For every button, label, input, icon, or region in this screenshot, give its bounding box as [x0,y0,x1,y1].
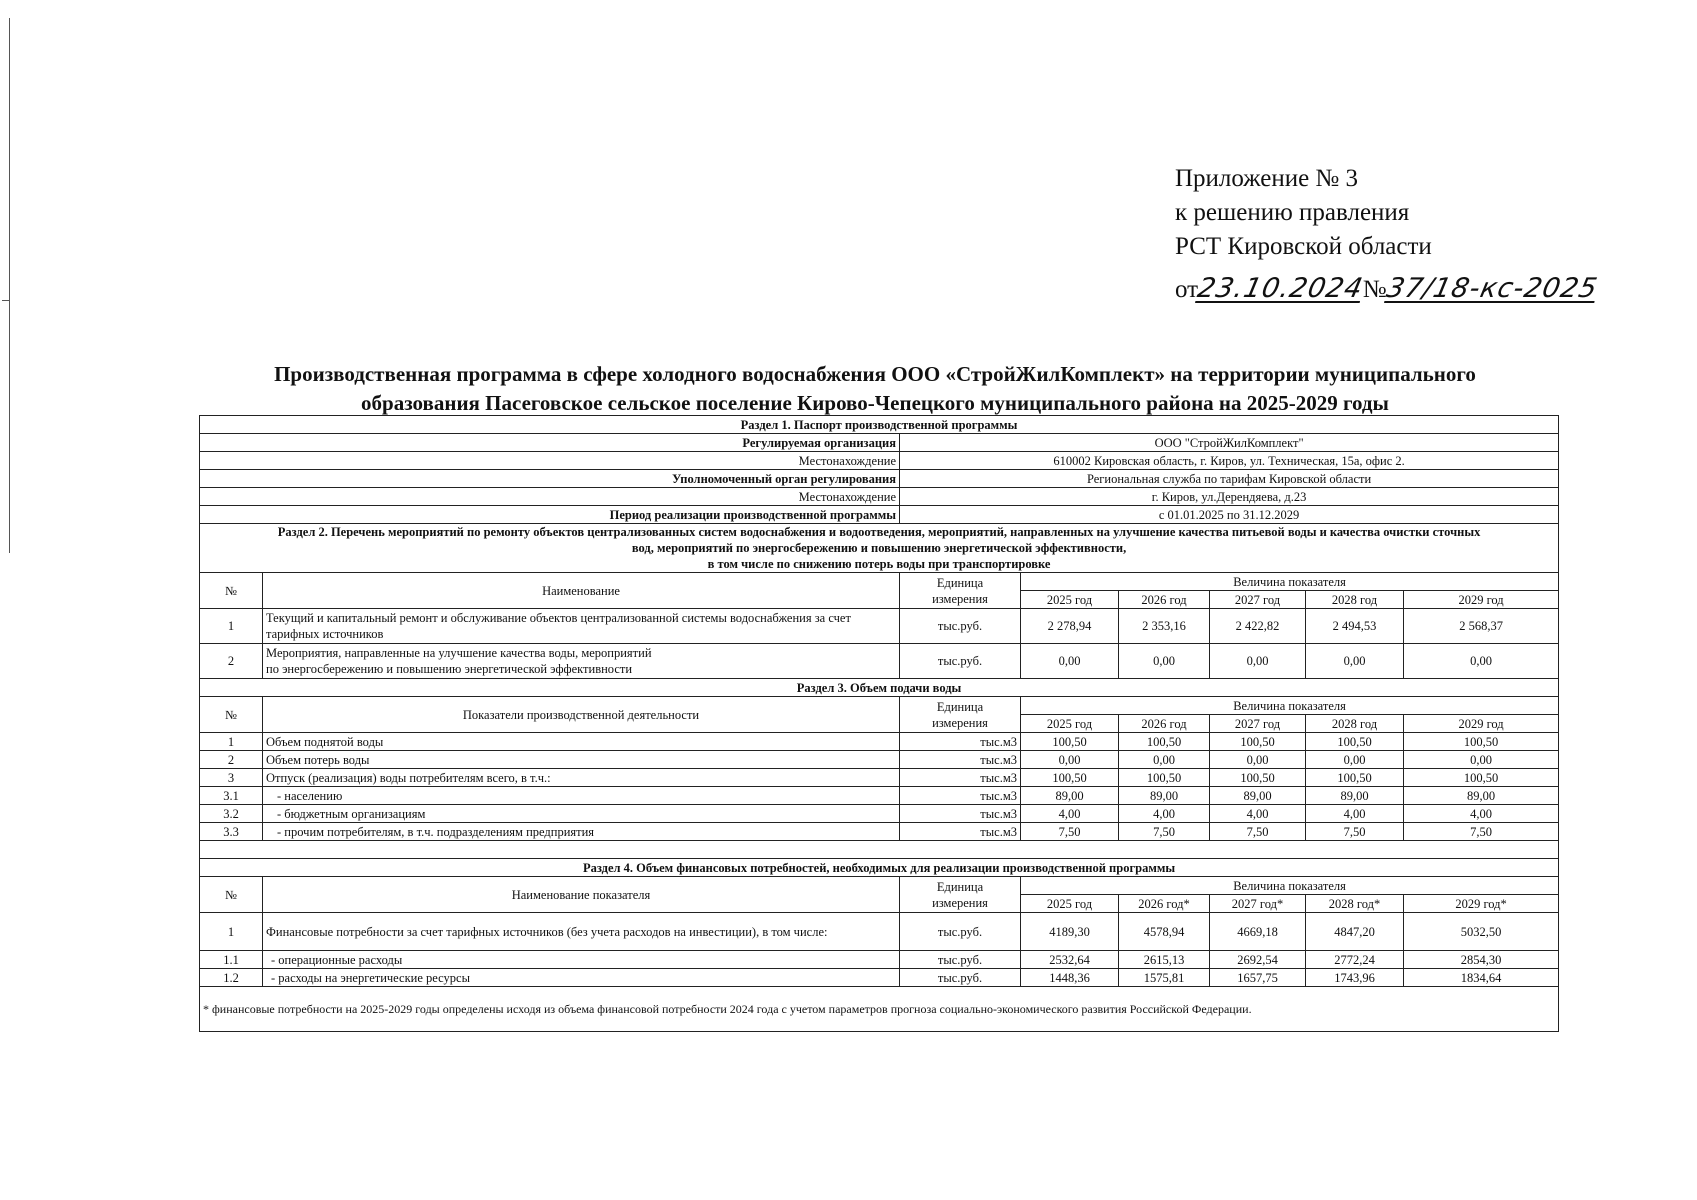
row-value: 4,00 [1119,805,1210,823]
col-unit-line-1: Единица [936,575,984,590]
supply-row [200,787,1559,805]
row-value: 89,00 [1119,787,1210,805]
year-header: 2028 год [1306,591,1404,609]
row-no: 3 [200,769,263,787]
row-value: 100,50 [1119,769,1210,787]
row-name: - бюджетным организациям [263,805,900,823]
row-value: 4,00 [1021,805,1119,823]
col-unit-line-1: Единица [936,879,984,894]
row-value: 100,50 [1210,769,1306,787]
passport-label: Местонахождение [200,452,900,470]
section3-heading: Раздел 3. Объем подачи воды [200,679,1559,697]
row-unit: тыс.руб. [900,644,1021,679]
year-header: 2025 год [1021,715,1119,733]
program-table-body [200,416,1559,1032]
row-unit: тыс.руб. [900,609,1021,644]
row-value: 4847,20 [1306,913,1404,951]
appendix-authority: РСТ Кировской области [1175,233,1432,260]
passport-value: 610002 Кировская область, г. Киров, ул. Техническая, 15а, офис 2. [900,452,1559,470]
row-value: 0,00 [1210,644,1306,679]
col-name-header: Показатели производственной деятельности [263,697,900,733]
row-no: 1 [200,609,263,644]
passport-row [200,470,1559,488]
row-value: 100,50 [1404,769,1559,787]
section3-header-row [200,697,1559,715]
year-header: 2028 год [1306,715,1404,733]
binder-margin-tick [2,300,10,301]
section2-heading-line: вод, мероприятий по энергосбережению и повышению энергетической эффективности, [631,541,1127,555]
row-no: 3.2 [200,805,263,823]
col-unit-line-2: измерения [932,591,988,606]
row-value: 7,50 [1306,823,1404,841]
row-value: 2 278,94 [1021,609,1119,644]
row-value: 100,50 [1306,769,1404,787]
measure-row [200,644,1559,679]
row-name: - расходы на энергетические ресурсы [263,969,900,987]
document-title [200,360,1550,418]
row-value: 2 568,37 [1404,609,1559,644]
supply-row [200,733,1559,751]
handwritten-date: 23.10.2024 [1194,273,1367,304]
passport-value: Региональная служба по тарифам Кировской области [900,470,1559,488]
row-value: 1575,81 [1119,969,1210,987]
passport-row [200,488,1559,506]
section4-heading-row [200,859,1559,877]
section1-heading: Раздел 1. Паспорт производственной программы [200,416,1559,434]
passport-row [200,434,1559,452]
footnote: * финансовые потребности на 2025-2029 годы определены исходя из объема финансовой потребности 2024 года с учетом параметров прогноза социально-экономического развития Российской Федерации. [200,987,1559,1032]
row-value: 1834,64 [1404,969,1559,987]
measure-row [200,609,1559,644]
title-line-1: Производственная программа в сфере холодного водоснабжения ООО «СтройЖилКомплект» на территории муниципального [274,362,1476,386]
row-name [263,609,900,644]
section1-heading-row [200,416,1559,434]
row-value: 7,50 [1210,823,1306,841]
col-value-header: Величина показателя [1021,877,1559,895]
row-unit: тыс.м3 [900,769,1021,787]
row-unit: тыс.м3 [900,751,1021,769]
row-name: Финансовые потребности за счет тарифных источников (без учета расходов на инвестиции), в том числе: [263,913,900,951]
row-value: 0,00 [1021,644,1119,679]
finance-row [200,913,1559,951]
row-value: 89,00 [1404,787,1559,805]
binder-margin-line [9,18,10,553]
row-value: 1657,75 [1210,969,1306,987]
row-value: 0,00 [1021,751,1119,769]
supply-row [200,769,1559,787]
row-value: 2 494,53 [1306,609,1404,644]
row-unit: тыс.руб. [900,913,1021,951]
section4-header-row [200,877,1559,895]
row-value: 89,00 [1021,787,1119,805]
spacer-cell [200,841,1559,859]
col-value-header: Величина показателя [1021,573,1559,591]
col-name-header: Наименование [263,573,900,609]
passport-value: с 01.01.2025 по 31.12.2029 [900,506,1559,524]
year-header: 2027 год [1210,715,1306,733]
year-header: 2025 год [1021,895,1119,913]
col-unit-line-2: измерения [932,715,988,730]
number-prefix: № [1362,276,1387,303]
row-no: 1.1 [200,951,263,969]
row-unit: тыс.м3 [900,787,1021,805]
col-unit-header [900,573,1021,609]
row-value: 2772,24 [1306,951,1404,969]
row-name-line-2: по энергосбережению и повышению энергетической эффективности [266,662,633,676]
row-name-line-1: Текущий и капитальный ремонт и обслуживание объектов централизованной системы водоснабжения за счет [266,611,851,625]
row-unit: тыс.руб. [900,969,1021,987]
row-name: - операционные расходы [263,951,900,969]
supply-row [200,805,1559,823]
row-value: 4,00 [1306,805,1404,823]
year-header: 2026 год* [1119,895,1210,913]
row-unit: тыс.руб. [900,951,1021,969]
col-unit-header [900,877,1021,913]
year-header: 2027 год* [1210,895,1306,913]
year-header: 2025 год [1021,591,1119,609]
row-value: 4669,18 [1210,913,1306,951]
row-value: 0,00 [1306,644,1404,679]
passport-row [200,506,1559,524]
year-header: 2029 год [1404,715,1559,733]
row-value: 100,50 [1210,733,1306,751]
program-table [199,415,1559,1032]
passport-label: Местонахождение [200,488,900,506]
col-value-header: Величина показателя [1021,697,1559,715]
year-header: 2027 год [1210,591,1306,609]
date-prefix: от [1175,276,1199,303]
row-no: 3.1 [200,787,263,805]
row-value: 100,50 [1119,733,1210,751]
row-name: Отпуск (реализация) воды потребителям всего, в т.ч.: [263,769,900,787]
supply-row [200,751,1559,769]
passport-value: г. Киров, ул.Дерендяева, д.23 [900,488,1559,506]
passport-value: ООО "СтройЖилКомплект" [900,434,1559,452]
row-value: 2 353,16 [1119,609,1210,644]
row-unit: тыс.м3 [900,733,1021,751]
row-no: 3.3 [200,823,263,841]
row-name-line-1: Мероприятия, направленные на улучшение качества воды, мероприятий [266,646,652,660]
row-name: Объем потерь воды [263,751,900,769]
passport-label: Уполномоченный орган регулирования [200,470,900,488]
row-value: 2615,13 [1119,951,1210,969]
row-value: 100,50 [1404,733,1559,751]
row-value: 100,50 [1021,733,1119,751]
row-value: 4,00 [1404,805,1559,823]
col-name-header: Наименование показателя [263,877,900,913]
passport-row [200,452,1559,470]
year-header: 2029 год [1404,591,1559,609]
year-header: 2026 год [1119,715,1210,733]
year-header: 2029 год* [1404,895,1559,913]
passport-label: Период реализации производственной программы [200,506,900,524]
row-value: 89,00 [1306,787,1404,805]
row-value: 2692,54 [1210,951,1306,969]
appendix-number: Приложение № 3 [1175,165,1359,192]
row-value: 2532,64 [1021,951,1119,969]
row-value: 5032,50 [1404,913,1559,951]
col-no-header: № [200,877,263,913]
passport-label: Регулируемая организация [200,434,900,452]
title-line-2: образования Пасеговское сельское поселение Кирово-Чепецкого муниципального района на 2025-2029 годы [361,391,1389,415]
row-no: 1 [200,913,263,951]
row-value: 100,50 [1306,733,1404,751]
row-unit: тыс.м3 [900,805,1021,823]
section2-heading-row [200,524,1559,573]
row-no: 2 [200,644,263,679]
col-unit-line-2: измерения [932,895,988,910]
col-no-header: № [200,697,263,733]
section2-heading [200,524,1559,573]
supply-row [200,823,1559,841]
year-header: 2026 год [1119,591,1210,609]
row-unit: тыс.м3 [900,823,1021,841]
row-value: 0,00 [1404,644,1559,679]
row-value: 100,50 [1021,769,1119,787]
row-name-line-2: тарифных источников [266,627,384,641]
section2-heading-line: Раздел 2. Перечень мероприятий по ремонту объектов централизованных систем водоснабжения и водоотведения, мероприятий, направленных на улучшение качества питьевой воды и качества очистки сточных [277,525,1481,539]
row-name [263,644,900,679]
row-name: - прочим потребителям, в т.ч. подразделениям предприятия [263,823,900,841]
row-no: 1.2 [200,969,263,987]
row-value: 0,00 [1404,751,1559,769]
row-value: 89,00 [1210,787,1306,805]
section3-heading-row [200,679,1559,697]
row-value: 1448,36 [1021,969,1119,987]
row-value: 0,00 [1210,751,1306,769]
row-value: 1743,96 [1306,969,1404,987]
year-header: 2028 год* [1306,895,1404,913]
row-value: 4189,30 [1021,913,1119,951]
spacer-row [200,841,1559,859]
row-value: 4578,94 [1119,913,1210,951]
footnote-row [200,987,1559,1032]
row-value: 0,00 [1119,751,1210,769]
row-value: 2 422,82 [1210,609,1306,644]
row-value: 7,50 [1404,823,1559,841]
section2-heading-line: в том числе по снижению потерь воды при транспортировке [707,557,1051,571]
row-value: 7,50 [1021,823,1119,841]
section2-header-row [200,573,1559,591]
col-unit-header [900,697,1021,733]
handwritten-number: 37/18-кс-2025 [1383,273,1601,304]
col-no-header: № [200,573,263,609]
row-value: 0,00 [1306,751,1404,769]
row-name: - населению [263,787,900,805]
row-value: 0,00 [1119,644,1210,679]
appendix-decision: к решению правления [1175,199,1410,226]
row-value: 2854,30 [1404,951,1559,969]
finance-row [200,969,1559,987]
finance-row [200,951,1559,969]
appendix-date-number [1175,272,1601,307]
col-unit-line-1: Единица [936,699,984,714]
section4-heading: Раздел 4. Объем финансовых потребностей, необходимых для реализации производственной программы [200,859,1559,877]
appendix-block [1175,162,1601,307]
row-no: 1 [200,733,263,751]
row-value: 4,00 [1210,805,1306,823]
row-no: 2 [200,751,263,769]
row-value: 7,50 [1119,823,1210,841]
row-name: Объем поднятой воды [263,733,900,751]
